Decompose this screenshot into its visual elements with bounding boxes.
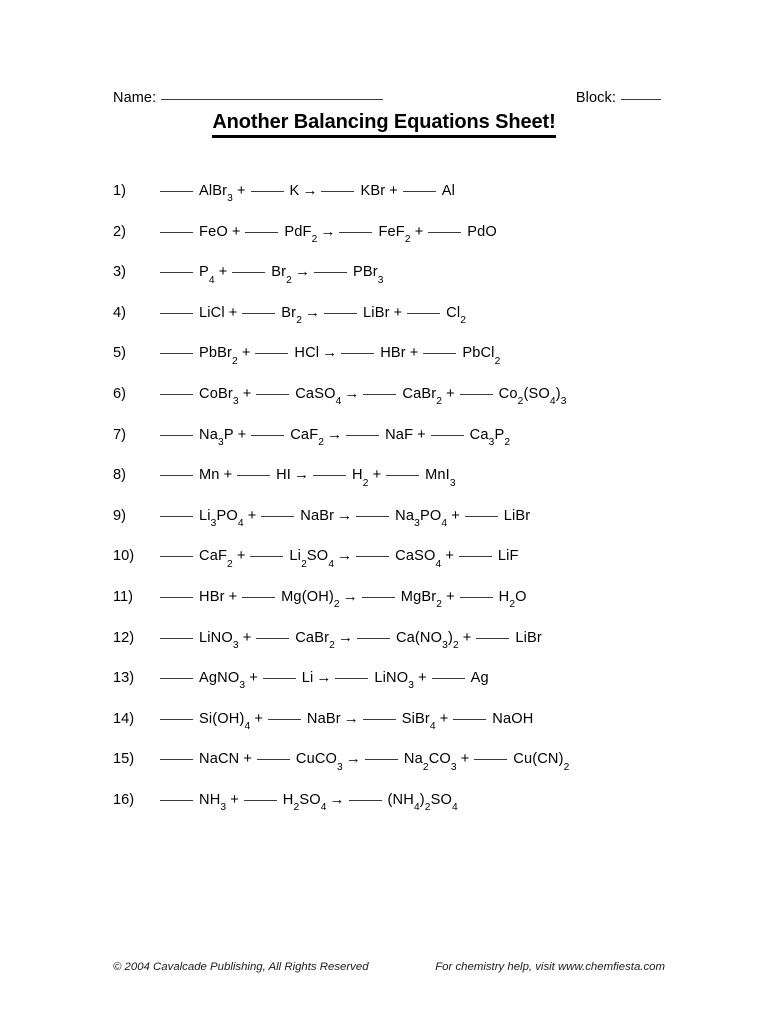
equation-row xyxy=(113,507,713,548)
equation-body xyxy=(160,263,384,286)
reactant-formula: $Mg(OH)_2$ xyxy=(281,588,340,611)
coefficient-blank[interactable] xyxy=(356,556,389,557)
coefficient-blank[interactable] xyxy=(263,678,296,679)
equation-body xyxy=(160,669,489,692)
reactant-formula: $Li_2SO_4$ xyxy=(289,548,335,570)
equation-body xyxy=(160,182,456,205)
equation-number: 9) xyxy=(113,507,126,524)
equation-row xyxy=(113,547,713,588)
arrow-symbol: → xyxy=(345,750,361,768)
arrow-symbol: → xyxy=(320,222,336,240)
equation-body xyxy=(160,750,570,773)
coefficient-blank[interactable] xyxy=(160,394,193,395)
plus-symbol: + xyxy=(228,588,238,605)
plus-symbol: + xyxy=(243,751,252,768)
equation-body xyxy=(160,425,511,448)
plus-symbol: + xyxy=(445,548,454,565)
plus-symbol: + xyxy=(462,629,472,646)
equation-body xyxy=(160,790,458,814)
reactant-formula: $P_4$ xyxy=(199,264,215,286)
reactant-formula: AgNO$_3$ xyxy=(199,670,246,692)
coefficient-blank[interactable] xyxy=(160,313,193,314)
block-label: Block: xyxy=(575,90,616,106)
product-formula: LiBr xyxy=(363,304,390,321)
equation-row xyxy=(113,750,713,791)
product-formula: Ag xyxy=(470,670,489,687)
reactant-formula: $NH_3$ xyxy=(199,791,227,814)
equation-body xyxy=(160,587,527,611)
coefficient-blank[interactable] xyxy=(257,759,290,760)
footer-help: For chemistry help, visit www.chemfiesta.com xyxy=(435,961,665,973)
coefficient-blank[interactable] xyxy=(261,516,294,517)
coefficient-blank[interactable] xyxy=(432,678,465,679)
coefficient-blank[interactable] xyxy=(255,353,288,354)
coefficient-blank[interactable] xyxy=(160,272,193,273)
equation-number: 7) xyxy=(113,426,126,443)
coefficient-blank[interactable] xyxy=(403,191,436,192)
arrow-symbol: → xyxy=(329,790,345,808)
coefficient-blank[interactable] xyxy=(232,272,265,273)
coefficient-blank[interactable] xyxy=(160,475,193,476)
product-formula: PbCl$_2$ xyxy=(462,345,501,367)
coefficient-blank[interactable] xyxy=(160,191,193,192)
name-label: Name: xyxy=(113,90,157,106)
product-formula: LiNO$_3$ xyxy=(374,670,415,692)
coefficient-blank[interactable] xyxy=(160,719,193,720)
arrow-symbol: → xyxy=(322,344,338,362)
coefficient-blank[interactable] xyxy=(349,800,382,801)
equation-number: 3) xyxy=(113,264,126,281)
plus-symbol: + xyxy=(389,183,398,199)
product-formula: $Ca(NO_3)_2$ xyxy=(395,629,459,651)
equation-row xyxy=(113,385,713,426)
page-title xyxy=(0,111,768,138)
product-formula: PdO xyxy=(467,223,497,240)
coefficient-blank[interactable] xyxy=(321,191,354,192)
reactant-formula: NaBr xyxy=(300,507,335,524)
equation-number: 12) xyxy=(113,629,135,646)
coefficient-blank[interactable] xyxy=(314,272,347,273)
product-formula: $Na_3PO_4$ xyxy=(395,507,448,530)
equation-body xyxy=(160,384,567,408)
plus-symbol: + xyxy=(231,223,241,240)
reactant-formula: PdF$_2$ xyxy=(284,223,318,245)
coefficient-blank[interactable] xyxy=(460,597,493,598)
equation-row xyxy=(113,304,713,345)
product-formula: $Cl_2$ xyxy=(446,304,467,327)
reactant-formula: CaF$_2$ xyxy=(290,426,325,448)
coefficient-blank[interactable] xyxy=(357,638,390,639)
coefficient-blank[interactable] xyxy=(244,800,277,801)
equation-number: 8) xyxy=(113,467,126,484)
product-formula: PBr$_3$ xyxy=(353,264,384,286)
reactant-formula: AlBr$_3$ xyxy=(199,183,234,205)
plus-symbol: + xyxy=(439,710,449,727)
plus-symbol: + xyxy=(372,467,382,484)
equation-number: 14) xyxy=(113,710,135,727)
coefficient-blank[interactable] xyxy=(465,516,498,517)
reactant-formula: $H_2SO_4$ xyxy=(282,791,327,814)
coefficient-blank[interactable] xyxy=(237,475,270,476)
reactant-formula: HCl xyxy=(294,345,320,362)
product-formula: LiF xyxy=(497,548,519,565)
equation-number: 2) xyxy=(113,223,126,240)
coefficient-blank[interactable] xyxy=(386,475,419,476)
plus-symbol: + xyxy=(242,385,252,402)
plus-symbol: + xyxy=(417,426,426,443)
coefficient-blank[interactable] xyxy=(313,475,346,476)
equation-number: 13) xyxy=(113,670,135,687)
plus-symbol: + xyxy=(254,710,263,727)
plus-symbol: + xyxy=(451,507,460,524)
equation-row xyxy=(113,223,713,264)
arrow-symbol: → xyxy=(302,182,318,199)
reactant-formula: HI xyxy=(276,467,292,484)
arrow-symbol: → xyxy=(337,506,353,524)
product-formula: CaSO$_4$ xyxy=(395,548,442,570)
coefficient-blank[interactable] xyxy=(341,353,374,354)
plus-symbol: + xyxy=(460,751,470,768)
coefficient-blank[interactable] xyxy=(256,638,289,639)
arrow-symbol: → xyxy=(295,263,311,281)
reactant-formula: CaBr$_2$ xyxy=(295,629,335,651)
equation-row xyxy=(113,629,713,670)
reactant-formula: CaSO$_4$ xyxy=(295,385,342,408)
reactant-formula: NaBr xyxy=(306,710,341,727)
equation-body xyxy=(160,709,534,733)
product-formula: $H_2O$ xyxy=(498,588,527,611)
equation-number: 1) xyxy=(113,183,126,199)
coefficient-blank[interactable] xyxy=(160,597,193,598)
equation-row xyxy=(113,426,713,467)
product-formula: $H_2$ xyxy=(352,467,369,489)
coefficient-blank[interactable] xyxy=(324,313,357,314)
coefficient-blank[interactable] xyxy=(160,638,193,639)
plus-symbol: + xyxy=(249,670,258,687)
coefficient-blank[interactable] xyxy=(407,313,440,314)
product-formula: $Cu(CN)_2$ xyxy=(513,751,570,773)
coefficient-blank[interactable] xyxy=(160,800,193,801)
coefficient-blank[interactable] xyxy=(160,759,193,760)
equation-row xyxy=(113,344,713,385)
equation-number: 15) xyxy=(113,751,135,768)
arrow-symbol: → xyxy=(337,547,353,565)
reactant-formula: $Si(OH)_4$ xyxy=(199,710,251,733)
product-formula: NaOH xyxy=(492,710,534,727)
reactant-formula: NaCN xyxy=(199,751,240,768)
equation-number: 6) xyxy=(113,385,126,402)
coefficient-blank[interactable] xyxy=(423,353,456,354)
reactant-formula: CuCO$_3$ xyxy=(295,751,343,773)
reactant-formula: $Br_2$ xyxy=(271,264,293,286)
equation-row xyxy=(113,263,713,304)
coefficient-blank[interactable] xyxy=(251,191,284,192)
arrow-symbol: → xyxy=(342,587,358,605)
page-title-text: Another Balancing Equations Sheet! xyxy=(212,111,555,138)
reactant-formula: PbBr$_2$ xyxy=(199,345,238,367)
coefficient-blank[interactable] xyxy=(460,394,493,395)
arrow-symbol: → xyxy=(305,303,321,321)
coefficient-blank[interactable] xyxy=(160,678,193,679)
plus-symbol: + xyxy=(237,183,246,199)
plus-symbol: + xyxy=(242,629,252,646)
arrow-symbol: → xyxy=(344,384,360,402)
block-input-line[interactable] xyxy=(621,99,661,100)
product-formula: LiBr xyxy=(515,629,542,646)
coefficient-blank[interactable] xyxy=(476,638,509,639)
equation-number: 4) xyxy=(113,304,126,321)
coefficient-blank[interactable] xyxy=(160,353,193,354)
product-formula: MgBr$_2$ xyxy=(400,588,443,611)
coefficient-blank[interactable] xyxy=(362,597,395,598)
coefficient-blank[interactable] xyxy=(251,435,284,436)
product-formula: MnI$_3$ xyxy=(425,467,456,489)
equation-body xyxy=(160,628,542,651)
product-formula: $Co_2(SO_4)_3$ xyxy=(498,385,567,408)
equation-list xyxy=(113,182,713,832)
equation-row xyxy=(113,466,713,507)
arrow-symbol: → xyxy=(337,628,353,646)
reactant-formula: CaF$_2$ xyxy=(199,548,233,570)
coefficient-blank[interactable] xyxy=(453,719,486,720)
block-field xyxy=(576,90,661,106)
coefficient-blank[interactable] xyxy=(256,394,289,395)
equation-body xyxy=(160,303,467,327)
plus-symbol: + xyxy=(414,223,424,240)
plus-symbol: + xyxy=(228,304,238,321)
coefficient-blank[interactable] xyxy=(428,232,461,233)
equation-body xyxy=(160,506,531,530)
reactant-formula: $Br_2$ xyxy=(281,304,303,327)
reactant-formula: K xyxy=(289,183,300,199)
equation-number: 10) xyxy=(113,548,135,565)
coefficient-blank[interactable] xyxy=(268,719,301,720)
product-formula: KBr xyxy=(360,183,386,199)
coefficient-blank[interactable] xyxy=(245,232,278,233)
page-footer xyxy=(113,961,665,973)
coefficient-blank[interactable] xyxy=(160,556,193,557)
coefficient-blank[interactable] xyxy=(160,516,193,517)
arrow-symbol: → xyxy=(327,425,343,443)
equation-row xyxy=(113,588,713,629)
plus-symbol: + xyxy=(446,385,455,402)
coefficient-blank[interactable] xyxy=(431,435,464,436)
reactant-formula: FeO xyxy=(199,223,228,240)
coefficient-blank[interactable] xyxy=(363,394,396,395)
arrow-symbol: → xyxy=(343,709,359,727)
plus-symbol: + xyxy=(236,548,246,565)
product-formula: $(NH_4)_2SO_4$ xyxy=(387,791,458,814)
coefficient-blank[interactable] xyxy=(339,232,372,233)
equation-body xyxy=(160,222,497,245)
coefficient-blank[interactable] xyxy=(335,678,368,679)
equation-row xyxy=(113,182,713,223)
equation-number: 11) xyxy=(113,588,134,605)
equation-body xyxy=(160,547,519,570)
plus-symbol: + xyxy=(409,345,419,362)
reactant-formula: Mn xyxy=(199,467,220,484)
coefficient-blank[interactable] xyxy=(242,597,275,598)
reactant-formula: $Li_3PO_4$ xyxy=(199,507,244,530)
plus-symbol: + xyxy=(237,426,247,443)
product-formula: FeF$_2$ xyxy=(378,223,411,245)
plus-symbol: + xyxy=(418,670,427,687)
product-formula: Al xyxy=(441,183,456,199)
plus-symbol: + xyxy=(393,304,403,321)
coefficient-blank[interactable] xyxy=(474,759,507,760)
product-formula: $Ca_3P_2$ xyxy=(469,426,511,448)
reactant-formula: HBr xyxy=(199,588,225,605)
equation-number: 5) xyxy=(113,345,126,362)
plus-symbol: + xyxy=(446,588,455,605)
footer-copyright: © 2004 Cavalcade Publishing, All Rights Reserved xyxy=(113,961,369,973)
equation-row xyxy=(113,669,713,710)
equation-row xyxy=(113,791,713,832)
coefficient-blank[interactable] xyxy=(160,232,193,233)
arrow-symbol: → xyxy=(316,669,332,687)
product-formula: NaF xyxy=(385,426,414,443)
equation-body xyxy=(160,466,456,489)
reactant-formula: LiNO$_3$ xyxy=(199,629,239,651)
coefficient-blank[interactable] xyxy=(250,556,283,557)
product-formula: SiBr$_4$ xyxy=(401,710,436,733)
name-field xyxy=(113,90,383,106)
reactant-formula: CoBr$_3$ xyxy=(199,385,239,408)
plus-symbol: + xyxy=(230,791,239,808)
coefficient-blank[interactable] xyxy=(365,759,398,760)
coefficient-blank[interactable] xyxy=(242,313,275,314)
coefficient-blank[interactable] xyxy=(160,435,193,436)
header-row xyxy=(113,90,661,110)
coefficient-blank[interactable] xyxy=(363,719,396,720)
reactant-formula: LiCl xyxy=(199,304,225,321)
plus-symbol: + xyxy=(241,345,251,362)
coefficient-blank[interactable] xyxy=(346,435,379,436)
equation-number: 16) xyxy=(113,791,135,808)
plus-symbol: + xyxy=(247,507,257,524)
reactant-formula: Li xyxy=(301,670,314,687)
product-formula: LiBr xyxy=(503,507,531,524)
reactant-formula: $Na_3P$ xyxy=(199,426,234,448)
plus-symbol: + xyxy=(223,467,233,484)
coefficient-blank[interactable] xyxy=(356,516,389,517)
product-formula: $Na_2CO_3$ xyxy=(403,751,457,773)
arrow-symbol: → xyxy=(294,466,310,484)
name-input-line[interactable] xyxy=(161,99,383,100)
product-formula: HBr xyxy=(380,345,406,362)
equation-body xyxy=(160,344,501,367)
plus-symbol: + xyxy=(218,264,228,281)
coefficient-blank[interactable] xyxy=(459,556,492,557)
equation-row xyxy=(113,710,713,751)
product-formula: CaBr$_2$ xyxy=(402,385,443,408)
